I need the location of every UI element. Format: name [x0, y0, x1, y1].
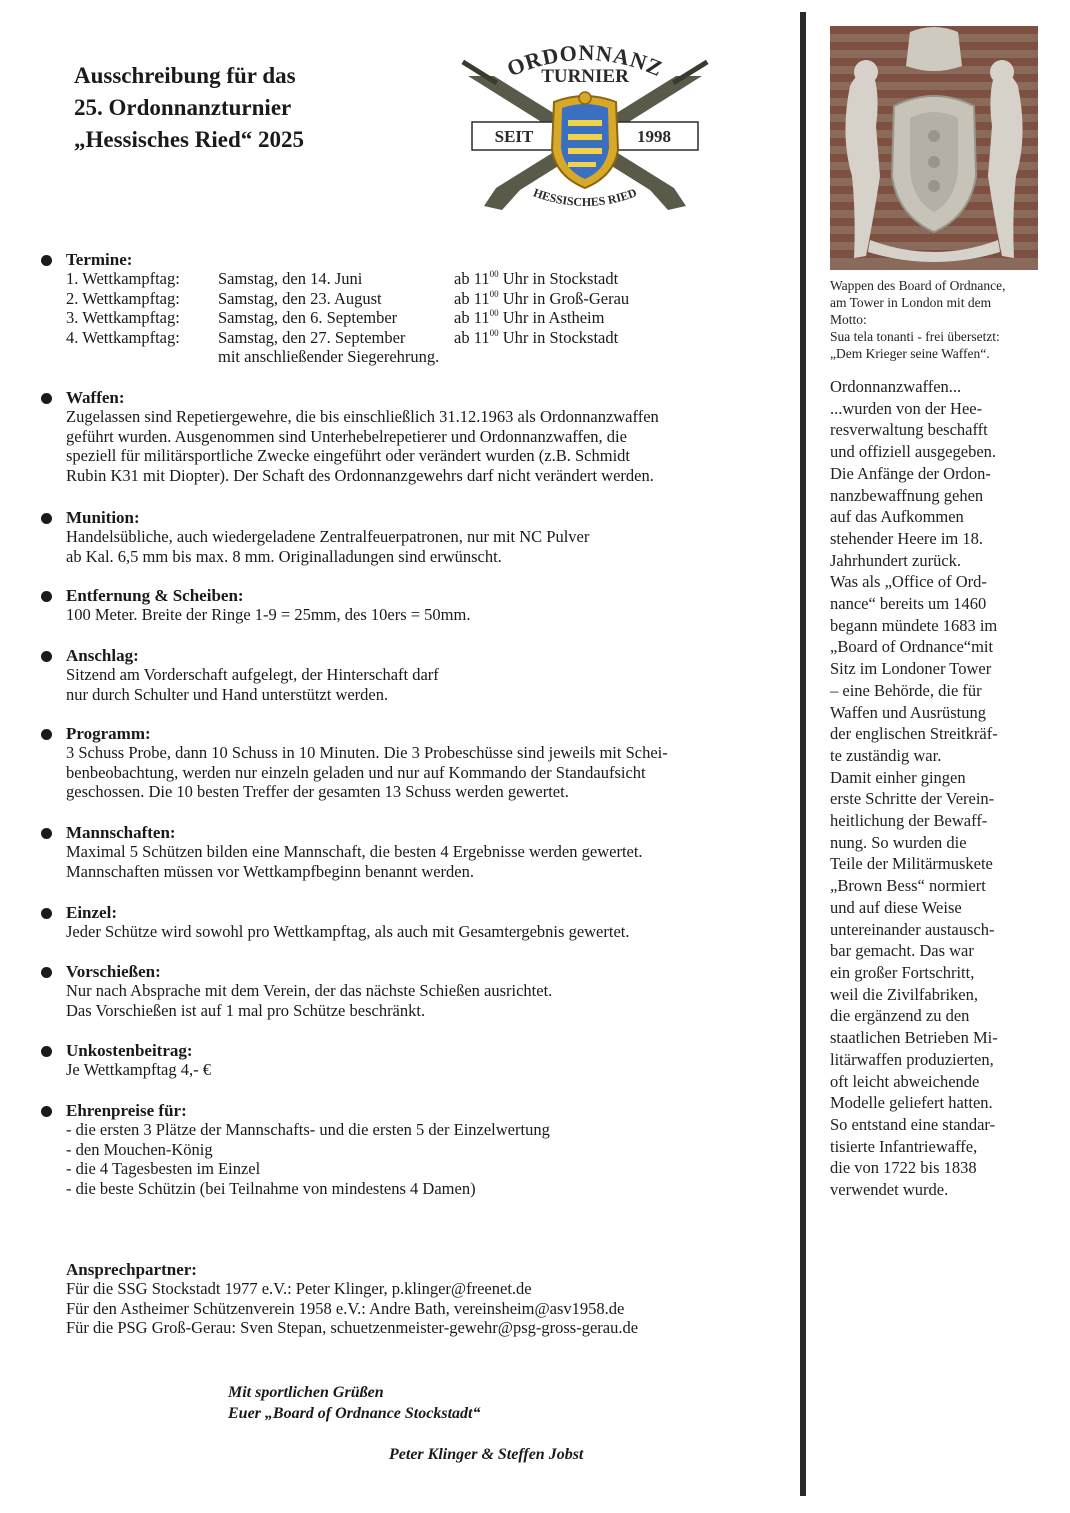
date-day: 2. Wettkampftag:: [66, 288, 180, 308]
sidebar-line: ...wurden von der Hee-: [830, 398, 983, 418]
sidebar-line: Teile der Militärmuskete: [830, 854, 993, 874]
logo-top-text: ORDONNANZ: [503, 39, 667, 82]
table-row: [66, 328, 629, 347]
sidebar-line: nung. So wurden die: [830, 832, 967, 852]
sidebar-line: nanzbewaffnung gehen: [830, 485, 984, 505]
sidebar-line: untereinander austausch-: [830, 919, 995, 939]
shield-icon: [552, 92, 618, 188]
date-day: 4. Wettkampftag:: [66, 327, 180, 347]
date-date: Samstag, den 6. September: [218, 308, 398, 328]
coat-of-arms-photo: [830, 26, 1038, 270]
section-heading: Ehrenpreise für:: [66, 1101, 187, 1120]
photo-caption: [830, 277, 1045, 362]
sidebar-line: Jahrhundert zurück.: [830, 550, 962, 570]
table-row: [66, 308, 629, 327]
section-line: 3 Schuss Probe, dann 10 Schuss in 10 Minuten. Die 3 Probeschüsse sind jeweils mit Schei-: [66, 743, 668, 763]
bullet-icon: [41, 1046, 52, 1057]
section-line: Jeder Schütze wird sowohl pro Wettkampftag, als auch mit Gesamtergebnis gewertet.: [66, 922, 630, 942]
sidebar-line: die von 1722 bis 1838: [830, 1158, 977, 1178]
sidebar-line: weil die Zivilfabriken,: [830, 984, 978, 1004]
date-date: Samstag, den 27. September: [218, 327, 406, 347]
sidebar-line: te zuständig war.: [830, 745, 942, 765]
logo-year: 1998: [637, 127, 671, 146]
bullet-icon: [41, 729, 52, 740]
sidebar-line: Waffen und Ausrüstung: [830, 702, 987, 722]
greeting-line-2: Euer „Board of Ordnance Stockstadt“: [228, 1405, 481, 1422]
sidebar-line: Modelle geliefert hatten.: [830, 1093, 993, 1113]
section-heading: Unkostenbeitrag:: [66, 1041, 193, 1060]
sidebar-line: ein großer Fortschritt,: [830, 962, 975, 982]
section-heading: Programm:: [66, 724, 151, 743]
section-munition: [66, 508, 589, 566]
title-line-3: „Hessisches Ried“ 2025: [74, 127, 304, 152]
section-line: - die ersten 3 Plätze der Mannschafts- und die ersten 5 der Einzelwertung: [66, 1120, 550, 1140]
logo-seit: SEIT: [494, 127, 534, 146]
section-line: - die 4 Tagesbesten im Einzel: [66, 1159, 261, 1179]
title-line-2: 25. Ordonnanzturnier: [74, 95, 292, 120]
bullet-icon: [41, 513, 52, 524]
section-einzel: [66, 903, 630, 942]
sidebar-line: stehender Heere im 18.: [830, 528, 984, 548]
logo-middle-text: TURNIER: [541, 66, 629, 87]
greeting-line-1: Mit sportlichen Grüßen: [228, 1384, 384, 1401]
section-termine: [66, 250, 629, 366]
sidebar-line: Was als „Office of Ord-: [830, 572, 987, 592]
section-line: nur durch Schulter und Hand unterstützt werden.: [66, 684, 389, 704]
date-time-place: ab $11^{00}$ Uhr in Astheim: [454, 308, 605, 328]
section-line: Je Wettkampftag 4,- €: [66, 1060, 211, 1080]
caption-line: Sua tela tonanti - frei übersetzt:: [830, 329, 1000, 344]
section-mannschaften: [66, 823, 643, 881]
section-line: Handelsübliche, auch wiedergeladene Zentralfeuerpatronen, nur mit NC Pulver: [66, 527, 590, 547]
sidebar-line: die ergänzend zu den: [830, 1006, 970, 1026]
section-heading: Entfernung & Scheiben:: [66, 586, 244, 605]
section-line: Maximal 5 Schützen bilden eine Mannschaft, die besten 4 Ergebnisse werden gewertet.: [66, 842, 643, 862]
sidebar-line: begann mündete 1683 im: [830, 615, 998, 635]
date-time-place: ab $11^{00}$ Uhr in Stockstadt: [454, 327, 619, 347]
sidebar-line: auf das Aufkommen: [830, 507, 964, 527]
section-line: Rubin K31 mit Diopter). Der Schaft des Ordonnanzgewehrs darf nicht verändert werden.: [66, 465, 654, 485]
contact-section: [66, 1260, 638, 1338]
sidebar-line: tisierte Infantriewaffe,: [830, 1136, 978, 1156]
sidebar-line: Sitz im Londoner Tower: [830, 659, 992, 679]
contact-line: Für die SSG Stockstadt 1977 e.V.: Peter Klinger, p.klinger@freenet.de: [66, 1279, 532, 1299]
sidebar-line: „Board of Ordnance“mit: [830, 637, 994, 657]
caption-line: Motto:: [830, 312, 867, 327]
caption-line: „Dem Krieger seine Waffen“.: [830, 346, 990, 361]
section-heading: Mannschaften:: [66, 823, 176, 842]
sidebar-line: Die Anfänge der Ordon-: [830, 463, 991, 483]
section-entfernung: [66, 586, 470, 625]
sidebar-line: litärwaffen produzierten,: [830, 1049, 994, 1069]
section-line: - die beste Schützin (bei Teilnahme von mindestens 4 Damen): [66, 1178, 476, 1198]
section-anschlag: [66, 646, 439, 704]
bullet-icon: [41, 908, 52, 919]
signature: Peter Klinger & Steffen Jobst: [389, 1446, 584, 1463]
sidebar-line: heitlichung der Bewaff-: [830, 811, 988, 831]
sidebar-line: verwendet wurde.: [830, 1180, 949, 1200]
sidebar-line: resverwaltung beschafft: [830, 420, 988, 440]
section-line: speziell für militärsportliche Zwecke eingeführt oder verändert wurden (z.B. Schmidt: [66, 446, 631, 466]
sidebar-line: nance“ bereits um 1460: [830, 594, 987, 614]
logo-bottom-text: HESSISCHES RIED: [531, 185, 639, 210]
date-time-place: ab $11^{00}$ Uhr in Stockstadt: [454, 269, 619, 289]
section-ehrenpreise: [66, 1101, 550, 1198]
sidebar-line: So entstand eine standar-: [830, 1114, 996, 1134]
column-divider: [800, 12, 806, 1496]
section-heading: Termine:: [66, 250, 133, 269]
sidebar-line: – eine Behörde, die für: [830, 680, 982, 700]
section-line: Mannschaften müssen vor Wettkampfbeginn benannt werden.: [66, 861, 475, 881]
section-vorschiessen: [66, 962, 552, 1020]
sidebar-line: der englischen Streitkräf-: [830, 724, 998, 744]
section-line: geschossen. Die 10 besten Treffer der gesamten 13 Schuss werden gewertet.: [66, 782, 569, 802]
section-heading: Vorschießen:: [66, 962, 161, 981]
section-heading: Munition:: [66, 508, 140, 527]
section-line: 100 Meter. Breite der Ringe 1-9 = 25mm, des 10ers = 50mm.: [66, 605, 471, 625]
bullet-icon: [41, 828, 52, 839]
section-line: ab Kal. 6,5 mm bis max. 8 mm. Originalladungen sind erwünscht.: [66, 546, 502, 566]
date-date: Samstag, den 14. Juni: [218, 269, 363, 289]
date-day: 3. Wettkampftag:: [66, 308, 180, 328]
bullet-icon: [41, 651, 52, 662]
sidebar-line: oft leicht abweichende: [830, 1071, 980, 1091]
dates-table: [66, 269, 629, 366]
contact-heading: Ansprechpartner:: [66, 1260, 197, 1279]
table-row: [66, 269, 629, 288]
table-row: [66, 289, 629, 308]
sidebar-line: staatlichen Betrieben Mi-: [830, 1028, 998, 1048]
section-heading: Anschlag:: [66, 646, 139, 665]
section-heading: Einzel:: [66, 903, 117, 922]
contact-line: Für die PSG Groß-Gerau: Sven Stepan, schuetzenmeister-gewehr@psg-gross-gerau.de: [66, 1318, 639, 1338]
tournament-logo: [454, 38, 716, 218]
sidebar-line: Damit einher gingen: [830, 767, 966, 787]
section-unkostenbeitrag: [66, 1041, 211, 1080]
bullet-icon: [41, 1106, 52, 1117]
sidebar-line: und offiziell ausgegeben.: [830, 442, 997, 462]
section-line: geführt wurden. Ausgenommen sind Unterhebelrepetierer und Ordonnanzwaffen, die: [66, 426, 627, 446]
section-programm: [66, 724, 668, 802]
section-line: Zugelassen sind Repetiergewehre, die bis einschließlich 31.12.1963 als Ordonnanzwaffen: [66, 407, 659, 427]
greeting: [228, 1382, 480, 1424]
page-title: [74, 60, 304, 156]
date-extra: mit anschließender Siegerehrung.: [218, 347, 440, 367]
contact-line: Für den Astheimer Schützenverein 1958 e.V.: Andre Bath, vereinsheim@asv1958.de: [66, 1298, 625, 1318]
section-waffen: [66, 388, 659, 485]
bullet-icon: [41, 967, 52, 978]
date-date: Samstag, den 23. August: [218, 288, 382, 308]
date-day: 1. Wettkampftag:: [66, 269, 180, 289]
bullet-icon: [41, 393, 52, 404]
section-line: Nur nach Absprache mit dem Verein, der das nächste Schießen ausrichtet.: [66, 981, 553, 1001]
sidebar-line: bar gemacht. Das war: [830, 941, 974, 961]
title-line-1: Ausschreibung für das: [74, 63, 296, 88]
bullet-icon: [41, 255, 52, 266]
sidebar-line: erste Schritte der Verein-: [830, 789, 995, 809]
sidebar-history-text: [830, 376, 1055, 1201]
caption-line: am Tower in London mit dem: [830, 295, 992, 310]
section-heading: Waffen:: [66, 388, 125, 407]
section-line: benbeobachtung, werden nur einzeln geladen und nur auf Kommando der Standaufsicht: [66, 762, 646, 782]
sidebar-line: Ordonnanzwaffen...: [830, 377, 962, 396]
table-row: [66, 347, 629, 366]
section-line: Sitzend am Vorderschaft aufgelegt, der Hinterschaft darf: [66, 665, 439, 685]
date-time-place: ab $11^{00}$ Uhr in Groß-Gerau: [454, 288, 630, 308]
caption-line: Wappen des Board of Ordnance,: [830, 278, 1006, 293]
bullet-icon: [41, 591, 52, 602]
sidebar-line: „Brown Bess“ normiert: [830, 876, 986, 896]
sidebar-line: und auf diese Weise: [830, 897, 962, 917]
section-line: Das Vorschießen ist auf 1 mal pro Schütze beschränkt.: [66, 1000, 426, 1020]
section-line: - den Mouchen-König: [66, 1139, 213, 1159]
